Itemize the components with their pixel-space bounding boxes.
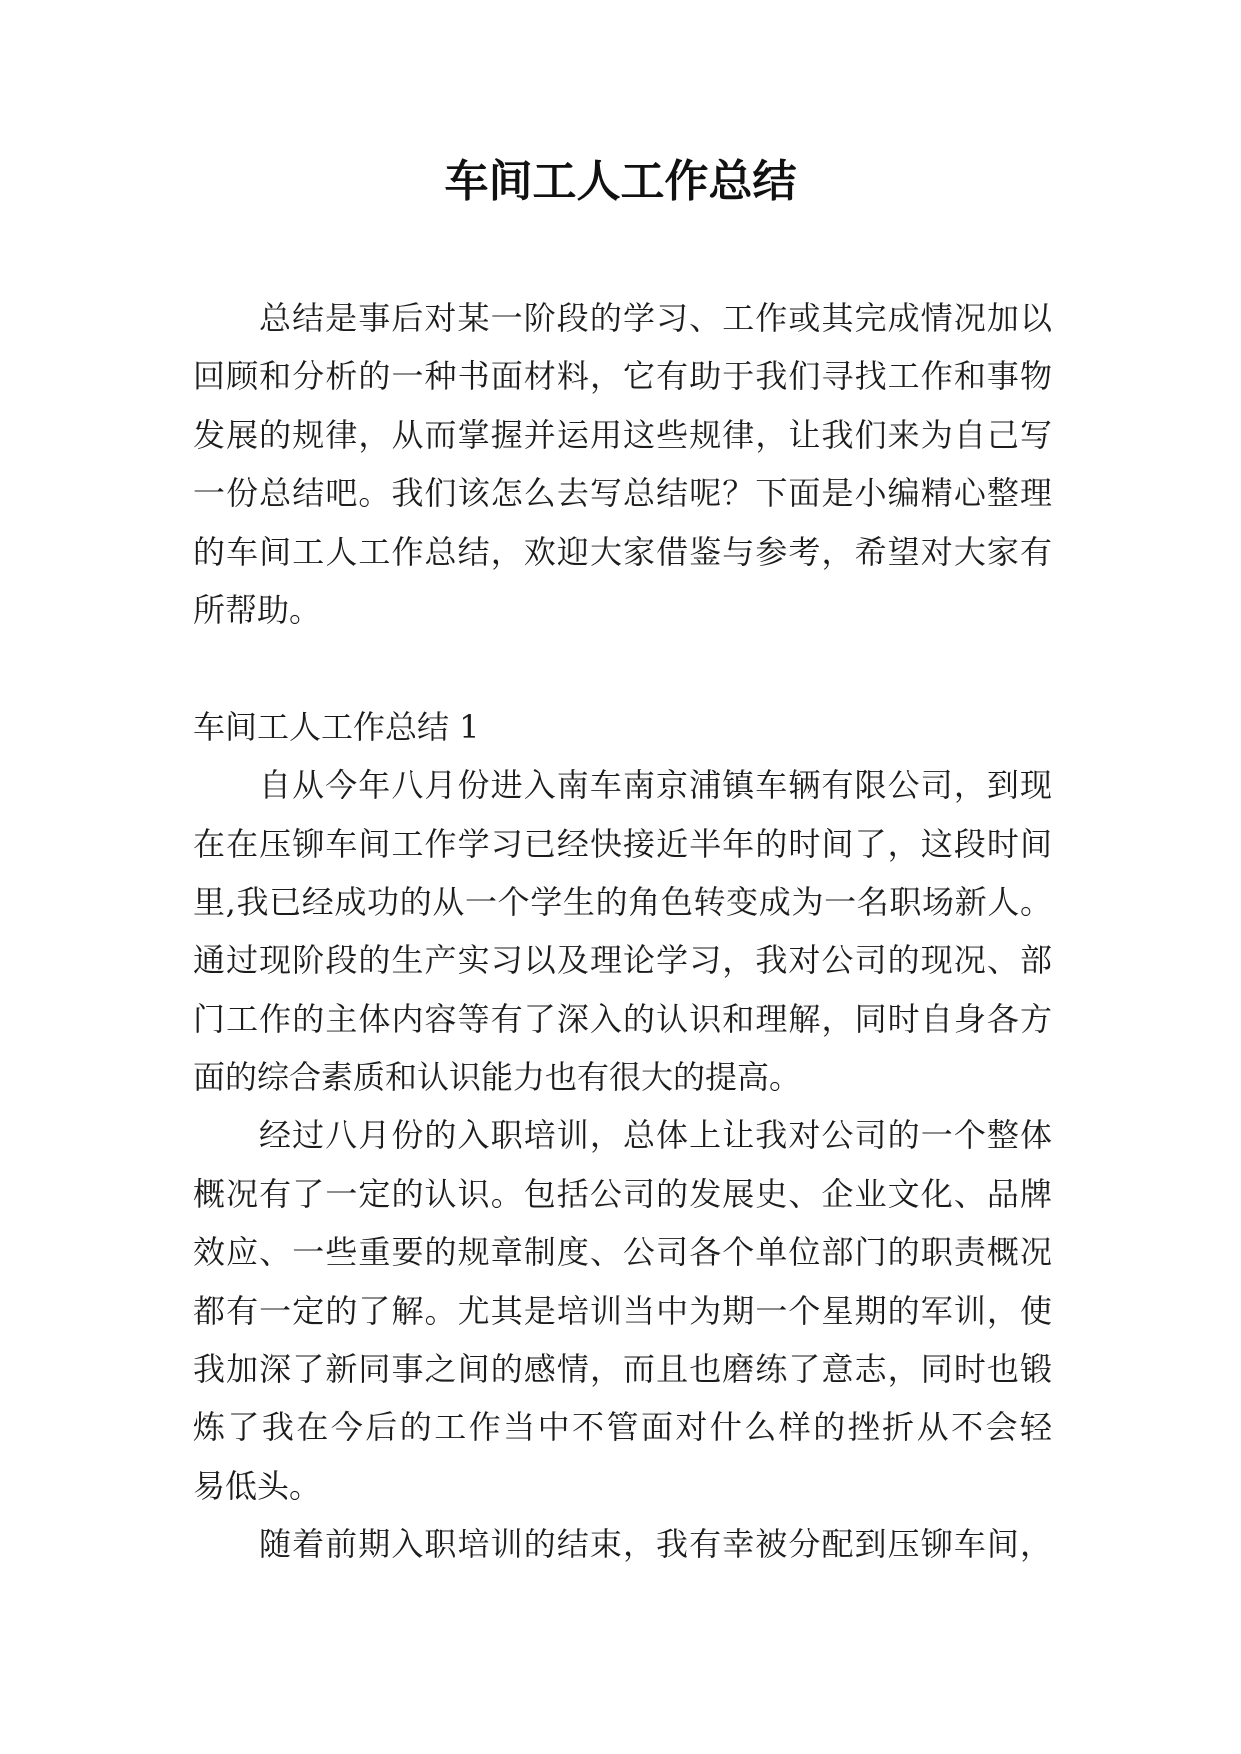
- document-title: 车间工人工作总结: [444, 156, 797, 207]
- body-paragraph-1: [193, 756, 1052, 1106]
- body-paragraph-2: [193, 1106, 1052, 1515]
- paragraph-line: 自从今年八月份进入南车南京浦镇车辆有限公司，到现: [259, 766, 1052, 805]
- intro-line: 一份总结吧。我们该怎么去写总结呢？下面是小编精心整理: [193, 474, 1052, 513]
- paragraph-line: 面的综合素质和认识能力也有很大的提高。: [193, 1058, 802, 1097]
- paragraph-line: 易低头。: [193, 1466, 322, 1505]
- intro-line: 的车间工人工作总结，欢迎大家借鉴与参考，希望对大家有: [193, 532, 1052, 571]
- paragraph-line: 炼了我在今后的工作当中不管面对什么样的挫折从不会轻: [193, 1408, 1052, 1447]
- paragraph-line: 通过现阶段的生产实习以及理论学习，我对公司的现况、部: [193, 941, 1052, 980]
- paragraph-line: 随着前期入职培训的结束，我有幸被分配到压铆车间，: [259, 1525, 1052, 1564]
- paragraph-spacer: [193, 639, 1052, 697]
- paragraph-line: 里,我已经成功的从一个学生的角色转变成为一名职场新人。: [193, 882, 1052, 921]
- paragraph-line: 门工作的主体内容等有了深入的认识和理解，同时自身各方: [193, 999, 1052, 1038]
- intro-line: 所帮助。: [193, 590, 322, 629]
- paragraph-line: 效应、一些重要的规章制度、公司各个单位部门的职责概况: [193, 1233, 1052, 1272]
- intro-paragraph: [193, 289, 1052, 639]
- intro-line: 总结是事后对某一阶段的学习、工作或其完成情况加以: [259, 299, 1052, 337]
- paragraph-line: 都有一定的了解。尤其是培训当中为期一个星期的军训，使: [193, 1291, 1052, 1330]
- body-paragraph-3: [193, 1515, 1052, 1573]
- paragraph-line: 我加深了新同事之间的感情，而且也磨练了意志，同时也锻: [193, 1350, 1052, 1389]
- paragraph-line: 在在压铆车间工作学习已经快接近半年的时间了，这段时间: [193, 824, 1052, 863]
- section-heading: 车间工人工作总结 1: [193, 707, 480, 746]
- intro-line: 发展的规律，从而掌握并运用这些规律，让我们来为自己写: [193, 415, 1052, 454]
- paragraph-line: 概况有了一定的认识。包括公司的发展史、企业文化、品牌: [193, 1174, 1052, 1213]
- intro-line: 回顾和分析的一种书面材料，它有助于我们寻找工作和事物: [193, 357, 1052, 396]
- paragraph-line: 经过八月份的入职培训，总体上让我对公司的一个整体: [259, 1116, 1052, 1155]
- document-body: [193, 289, 1052, 1574]
